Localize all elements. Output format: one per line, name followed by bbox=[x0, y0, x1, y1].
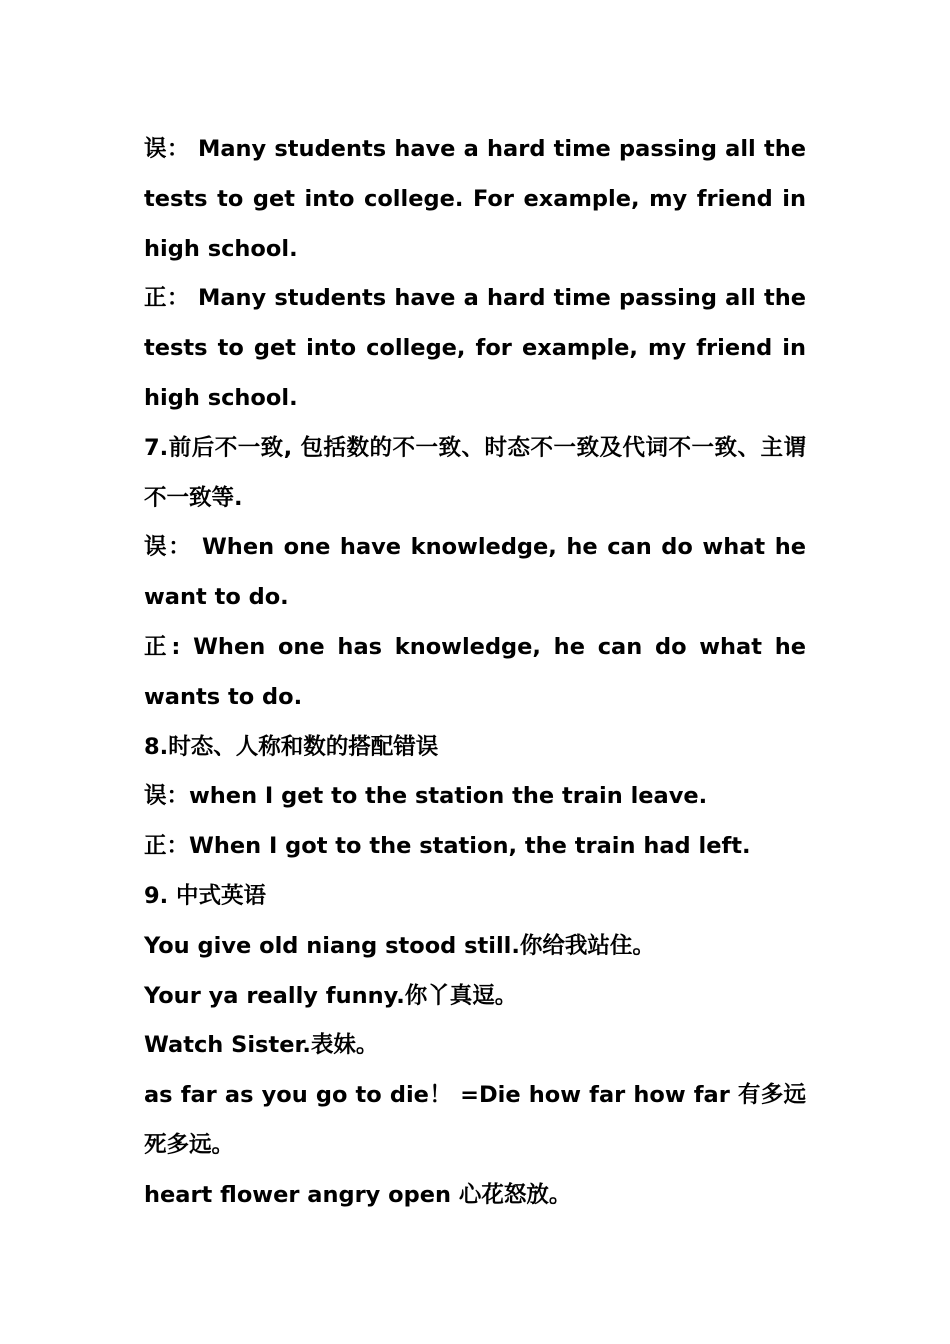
heading-item-8: 8.时态、人称和数的搭配错误 bbox=[144, 733, 439, 760]
chinglish-example-1: You give old niang stood still.你给我站住。 bbox=[144, 932, 655, 959]
paragraph-wrong-example-3: 误：when I get to the station the train leave. bbox=[144, 783, 708, 810]
chinglish-example-3: Watch Sister.表妹。 bbox=[144, 1032, 379, 1059]
paragraph-correct-example-3: 正：When I got to the station, the train had left. bbox=[144, 833, 751, 860]
heading-item-9: 9. 中式英语 bbox=[144, 882, 267, 909]
chinglish-example-4: as far as you go to die！ =Die how far how far 有多远死多远。 bbox=[144, 1082, 806, 1158]
paragraph-correct-example-1: 正： Many students have a hard time passing all the tests to get into college, for example, my friend in high school. bbox=[144, 285, 806, 411]
document-page bbox=[144, 125, 806, 1221]
chinglish-example-2: Your ya really funny.你丫真逗。 bbox=[144, 982, 518, 1009]
paragraph-wrong-example-1: 误： Many students have a hard time passing all the tests to get into college. For example, my friend in high school. bbox=[144, 136, 806, 262]
heading-item-7: 7.前后不一致, 包括数的不一致、时态不一致及代词不一致、主谓不一致等. bbox=[144, 434, 806, 511]
paragraph-wrong-example-2: 误： When one have knowledge, he can do what he want to do. bbox=[144, 534, 806, 611]
paragraph-correct-example-2: 正: When one has knowledge, he can do what he wants to do. bbox=[144, 633, 806, 710]
chinglish-example-5: heart flower angry open 心花怒放。 bbox=[144, 1181, 572, 1208]
